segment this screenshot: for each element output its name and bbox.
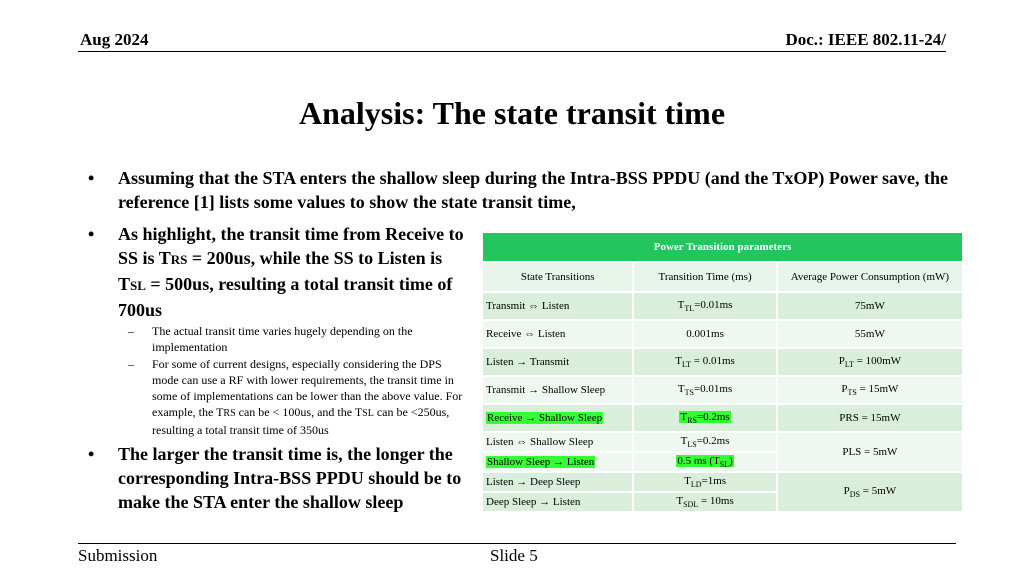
cell-time: $T_{LT} = 0.01ms$: [633, 348, 776, 376]
footer-slide-number: Slide 5: [490, 546, 538, 565]
header-date: Aug 2024: [80, 30, 149, 49]
cell-time: $T_{LS}=0.2ms$: [633, 432, 776, 452]
cell-time: [633, 404, 776, 432]
dps-tsl-sub: SL: [362, 408, 374, 419]
cell-time: $T_{TL}=0.01ms$: [633, 292, 776, 320]
dps-text-1: For some of current designs, especially considering the DPS mode can use a RF with lower requirements, the transit time in some of implementations can be lower than the above value. For example, the T: [152, 357, 463, 419]
cell-time: [633, 452, 776, 472]
table-row: [482, 472, 963, 492]
col-header-power: Average Power Consumption (mW): [777, 262, 963, 292]
cell-transition: [482, 452, 633, 472]
cell-power: PRS = 15mW: [777, 404, 963, 432]
cell-transition: Transmit ⇔ Listen: [482, 292, 633, 320]
dash-marker: –: [128, 357, 134, 371]
cell-time: $T_{TS}=0.01ms$: [633, 376, 776, 404]
bullet-larger-transit: [88, 442, 468, 514]
cell-power: $P_{LT} = 100mW$: [777, 348, 963, 376]
highlight-shallow-listen: Shallow Sleep → Listen: [487, 456, 595, 468]
table-row: [482, 348, 963, 376]
table-row: [482, 292, 963, 320]
dps-trs-sub: RS: [223, 408, 236, 419]
bullet-assumption: [88, 166, 978, 214]
header-doc-id: Doc.: IEEE 802.11-24/: [785, 30, 946, 49]
dps-text-2: can be < 100us, and the T: [235, 405, 363, 419]
col-header-time: Transition Time (ms): [633, 262, 776, 292]
sub-bullet-dps: [88, 356, 468, 438]
bullet-dot: •: [88, 168, 95, 188]
sub-bullet-variation: [88, 323, 468, 355]
highlight-text-2: = 200us, while the SS to Listen is T: [118, 248, 443, 294]
cell-power: $P_{DS} = 5mW$: [777, 472, 963, 512]
highlight-tsl-sub: SL: [130, 278, 146, 293]
dps-text-3: can be <250us, resulting a total transit time of 350us: [152, 405, 450, 437]
table-row: [482, 432, 963, 452]
cell-transition: Transmit → Shallow Sleep: [482, 376, 633, 404]
cell-time: $T_{SDL} = 10ms$: [633, 492, 776, 512]
highlight-trs-sub: RS: [170, 252, 188, 267]
highlight-receive-shallow: Receive → Shallow Sleep: [487, 412, 603, 424]
cell-power: PLS = 5mW: [777, 432, 963, 472]
footer-divider: [78, 543, 956, 544]
cell-transition: [482, 404, 633, 432]
left-column: [88, 222, 468, 514]
power-transition-table: [481, 231, 964, 513]
cell-transition: Receive ⇔ Listen: [482, 320, 633, 348]
highlight-trs: $T_{RS}=0.2ms$: [680, 410, 730, 426]
sub-bullet-variation-text: The actual transit time varies hugely depending on the implementation: [152, 324, 413, 354]
dash-marker: –: [128, 324, 134, 338]
table-row: [482, 404, 963, 432]
highlight-tsl: 0.5 ms $(T_{SL})$: [677, 454, 733, 470]
highlight-text-1: As highlight, the transit time from Receive to SS is T: [118, 224, 464, 268]
bullet-highlight: [88, 222, 468, 322]
col-header-transitions: State Transitions: [482, 262, 633, 292]
highlight-text-3: = 500us, resulting a total transit time of 700us: [118, 274, 453, 320]
cell-transition: Listen ⇔ Shallow Sleep: [482, 432, 633, 452]
cell-time: $T_{LD}=1ms$: [633, 472, 776, 492]
cell-power: $P_{TS} = 15mW$: [777, 376, 963, 404]
footer-submission: Submission: [78, 546, 158, 565]
slide-title: Analysis: The state transit time: [298, 95, 726, 131]
cell-time: 0.001ms: [633, 320, 776, 348]
cell-power: 55mW: [777, 320, 963, 348]
cell-transition: Deep Sleep → Listen: [482, 492, 633, 512]
bullet-dot: •: [88, 224, 95, 244]
bullet-larger-transit-text: The larger the transit time is, the longer the corresponding Intra-BSS PPDU should be to make the STA enter the shallow sleep: [118, 444, 462, 512]
cell-transition: Listen → Deep Sleep: [482, 472, 633, 492]
bullet-assumption-text: Assuming that the STA enters the shallow sleep during the Intra-BSS PPDU (and the TxOP) Power save, the reference [1] lists some values to show the state transit time,: [118, 168, 949, 212]
table-title: Power Transition parameters: [482, 232, 963, 262]
table-row: [482, 320, 963, 348]
table-row: [482, 376, 963, 404]
cell-transition: Listen → Transmit: [482, 348, 633, 376]
bullet-dot: •: [88, 444, 95, 464]
cell-power: 75mW: [777, 292, 963, 320]
header-divider: [78, 51, 946, 52]
